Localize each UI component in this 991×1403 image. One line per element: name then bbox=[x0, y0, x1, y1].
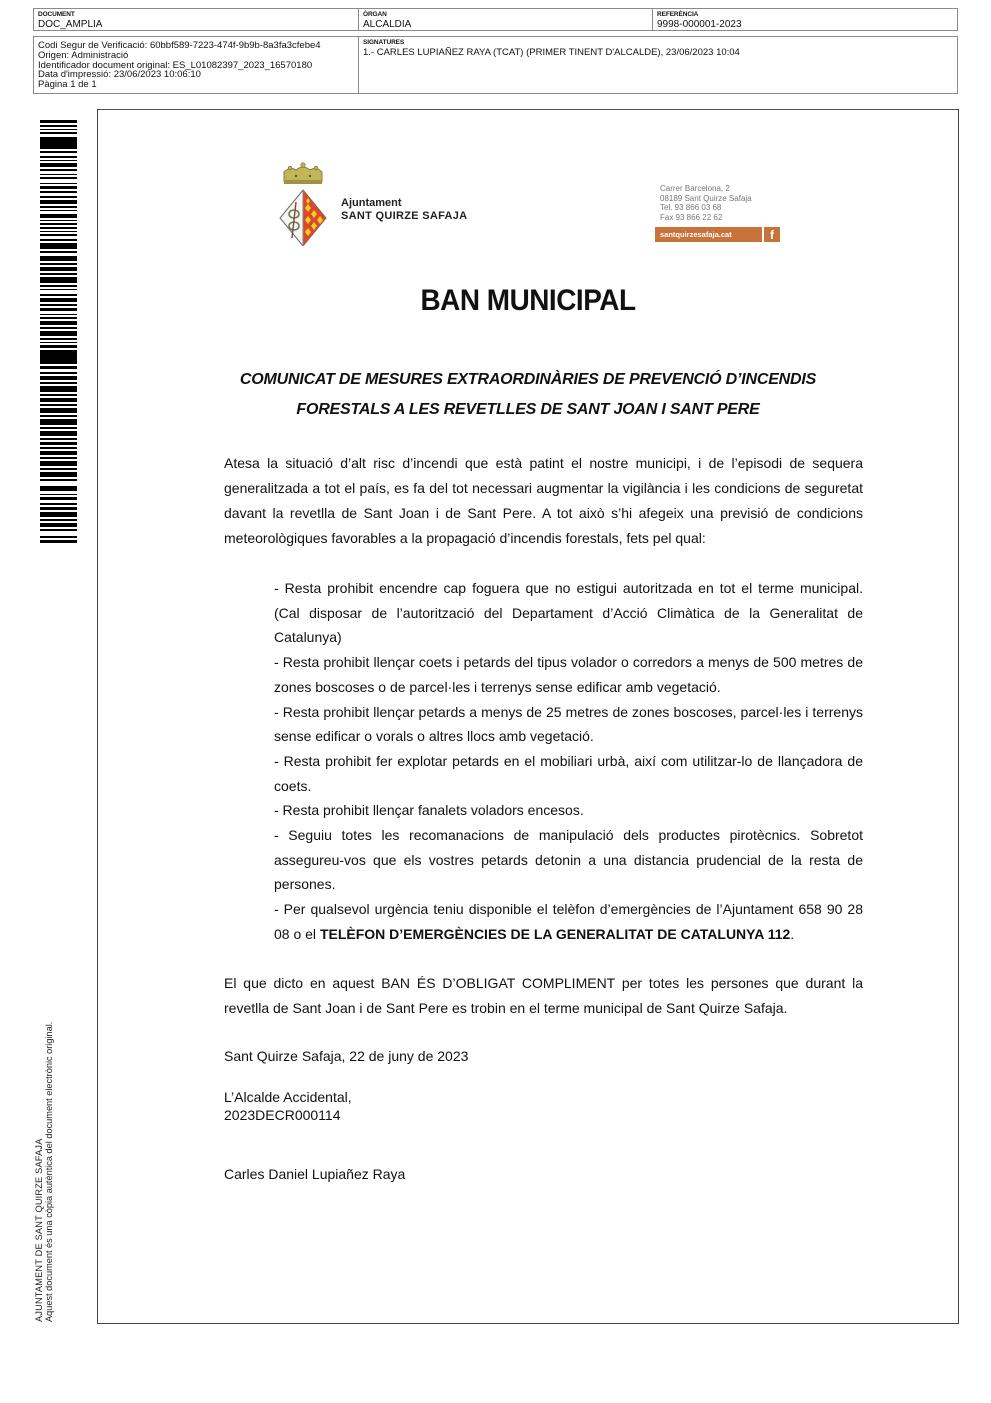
header-verification-row bbox=[33, 36, 958, 94]
print-date: Data d'impressió: 23/06/2023 10:06:10 bbox=[38, 69, 201, 81]
measure-item: - Resta prohibit llençar fanalets voladors encesos. bbox=[274, 802, 584, 819]
facebook-icon[interactable]: f bbox=[764, 227, 780, 242]
subtitle-line-1: COMUNICAT DE MESURES EXTRAORDINÀRIES DE PREVENCIÓ D’INCENDIS bbox=[239, 371, 817, 388]
document-label: DOCUMENT bbox=[38, 11, 75, 18]
municipality-name bbox=[341, 197, 467, 223]
signatures-label: SIGNATURES bbox=[363, 39, 405, 46]
intro-paragraph: Atesa la situació d’alt risc d’incendi que està patint el nostre municipi, i de l’episodi de sequera generalitzada a tot el país, es fa del tot necessari augmentar la vigilància i les condicions de seguretat davant la revetlla de Sant Joan i de Sant Pere. A tot això s’hi afegeix una previsió de condicions meteorològiques favorables a la propagació d’incendis forestals, fets pel qual: bbox=[224, 455, 863, 546]
barcode-icon bbox=[40, 120, 77, 545]
measure-item: - Resta prohibit llençar coets i petards del tipus volador o corredors a menys de 500 metres de zones boscoses o de parcel·les i terrenys sense edificar amb vegetació. bbox=[274, 654, 863, 695]
original-identifier: Identificador document original: ES_L01082397_2023_16570180 bbox=[38, 59, 313, 71]
verification-cell bbox=[34, 37, 358, 93]
emergency-text: - Per qualsevol urgència teniu disponible el telèfon d’emergències de l’Ajuntament 658 90 28 08 o el bbox=[274, 901, 863, 942]
signatures-cell bbox=[358, 37, 957, 93]
document-value: DOC_AMPLIA bbox=[38, 19, 103, 30]
coat-of-arms-icon bbox=[278, 160, 328, 246]
measure-item: - Seguiu totes les recomanacions de manipulació dels productes pirotècnics. Sobretot assegureu-vos que els vostres petards detonin a una distancia prudencial de la resta de persones. bbox=[274, 827, 863, 893]
signature-entry: 1.- CARLES LUPIAÑEZ RAYA (TCAT) (PRIMER TINENT D'ALCALDE), 23/06/2023 10:04 bbox=[363, 47, 740, 58]
website-link[interactable]: santquirzesafaja.cat bbox=[655, 227, 762, 242]
page-title: BAN MUNICIPAL bbox=[420, 284, 636, 317]
measures-list bbox=[274, 576, 863, 947]
address-fax: Fax 93 866 22 62 bbox=[660, 212, 723, 222]
header-info-row bbox=[33, 8, 958, 31]
address-street: Carrer Barcelona, 2 bbox=[660, 184, 730, 193]
referencia-cell bbox=[652, 9, 957, 30]
document-cell bbox=[34, 9, 358, 30]
measure-item: - Resta prohibit fer explotar petards en el mobiliari urbà, així com utilitzar-lo de llançadora de coets. bbox=[274, 752, 863, 794]
closing-paragraph: El que dicto en aquest BAN ÉS D’OBLIGAT COMPLIMENT per totes les persones que durant la revetlla de Sant Joan i de Sant Pere es trobin en el terme municipal de Sant Quirze Safaja. bbox=[224, 975, 863, 1016]
place-date: Sant Quirze Safaja, 22 de juny de 2023 bbox=[224, 1048, 469, 1064]
municipality-name-line2: SANT QUIRZE SAFAJA bbox=[341, 210, 468, 222]
emergency-phone-bold: TELÈFON D’EMERGÈNCIES DE LA GENERALITAT DE CATALUNYA 112 bbox=[319, 925, 791, 942]
municipality-name-line1: Ajuntament bbox=[341, 197, 402, 209]
signer-role: L’Alcalde Accidental, bbox=[224, 1089, 352, 1105]
organ-value: ALCALDIA bbox=[363, 19, 412, 30]
sidebar-line-2: Aquest document és una còpia autèntica del document electrònic original. bbox=[44, 1021, 54, 1322]
referencia-label: REFERÈNCIA bbox=[657, 11, 699, 18]
measure-item: - Resta prohibit llençar petards a menys de 25 metres de zones boscoses, parcel·les i terrenys sense edificar o vorals o altres llocs amb vegetació. bbox=[274, 703, 863, 745]
sidebar-line-1: AJUNTAMENT DE SANT QUIRZE SAFAJA bbox=[34, 1138, 44, 1322]
organ-label: ÒRGAN bbox=[363, 11, 387, 18]
address-postcode: 08189 Sant Quirze Safaja bbox=[660, 193, 752, 203]
csv-code: Codi Segur de Verificació: 60bbf589-7223-474f-9b9b-8a3fa3cfebe4 bbox=[38, 40, 321, 51]
page-number: Pàgina 1 de 1 bbox=[38, 79, 97, 91]
subtitle-line-2: FORESTALS A LES REVETLLES DE SANT JOAN I SANT PERE bbox=[296, 401, 760, 418]
municipality-address bbox=[660, 184, 752, 222]
signer-name: Carles Daniel Lupiañez Raya bbox=[224, 1166, 406, 1182]
emergency-end: . bbox=[790, 925, 795, 942]
measure-item: - Resta prohibit encendre cap foguera que no estigui autoritzada en tot el terme municipal. (Cal disposar de l’autorització del Departament d’Acció Climàtica de la Generalitat de Catalunya) bbox=[274, 580, 863, 646]
referencia-value: 9998-000001-2023 bbox=[657, 19, 742, 30]
decree-number: 2023DECR000114 bbox=[224, 1107, 341, 1123]
origin: Origen: Administració bbox=[38, 49, 129, 61]
organ-cell bbox=[358, 9, 652, 30]
measure-item-emergency bbox=[274, 897, 863, 946]
authenticity-note bbox=[34, 1022, 54, 1322]
address-phone: Tel. 93 866 03 68 bbox=[660, 203, 722, 212]
